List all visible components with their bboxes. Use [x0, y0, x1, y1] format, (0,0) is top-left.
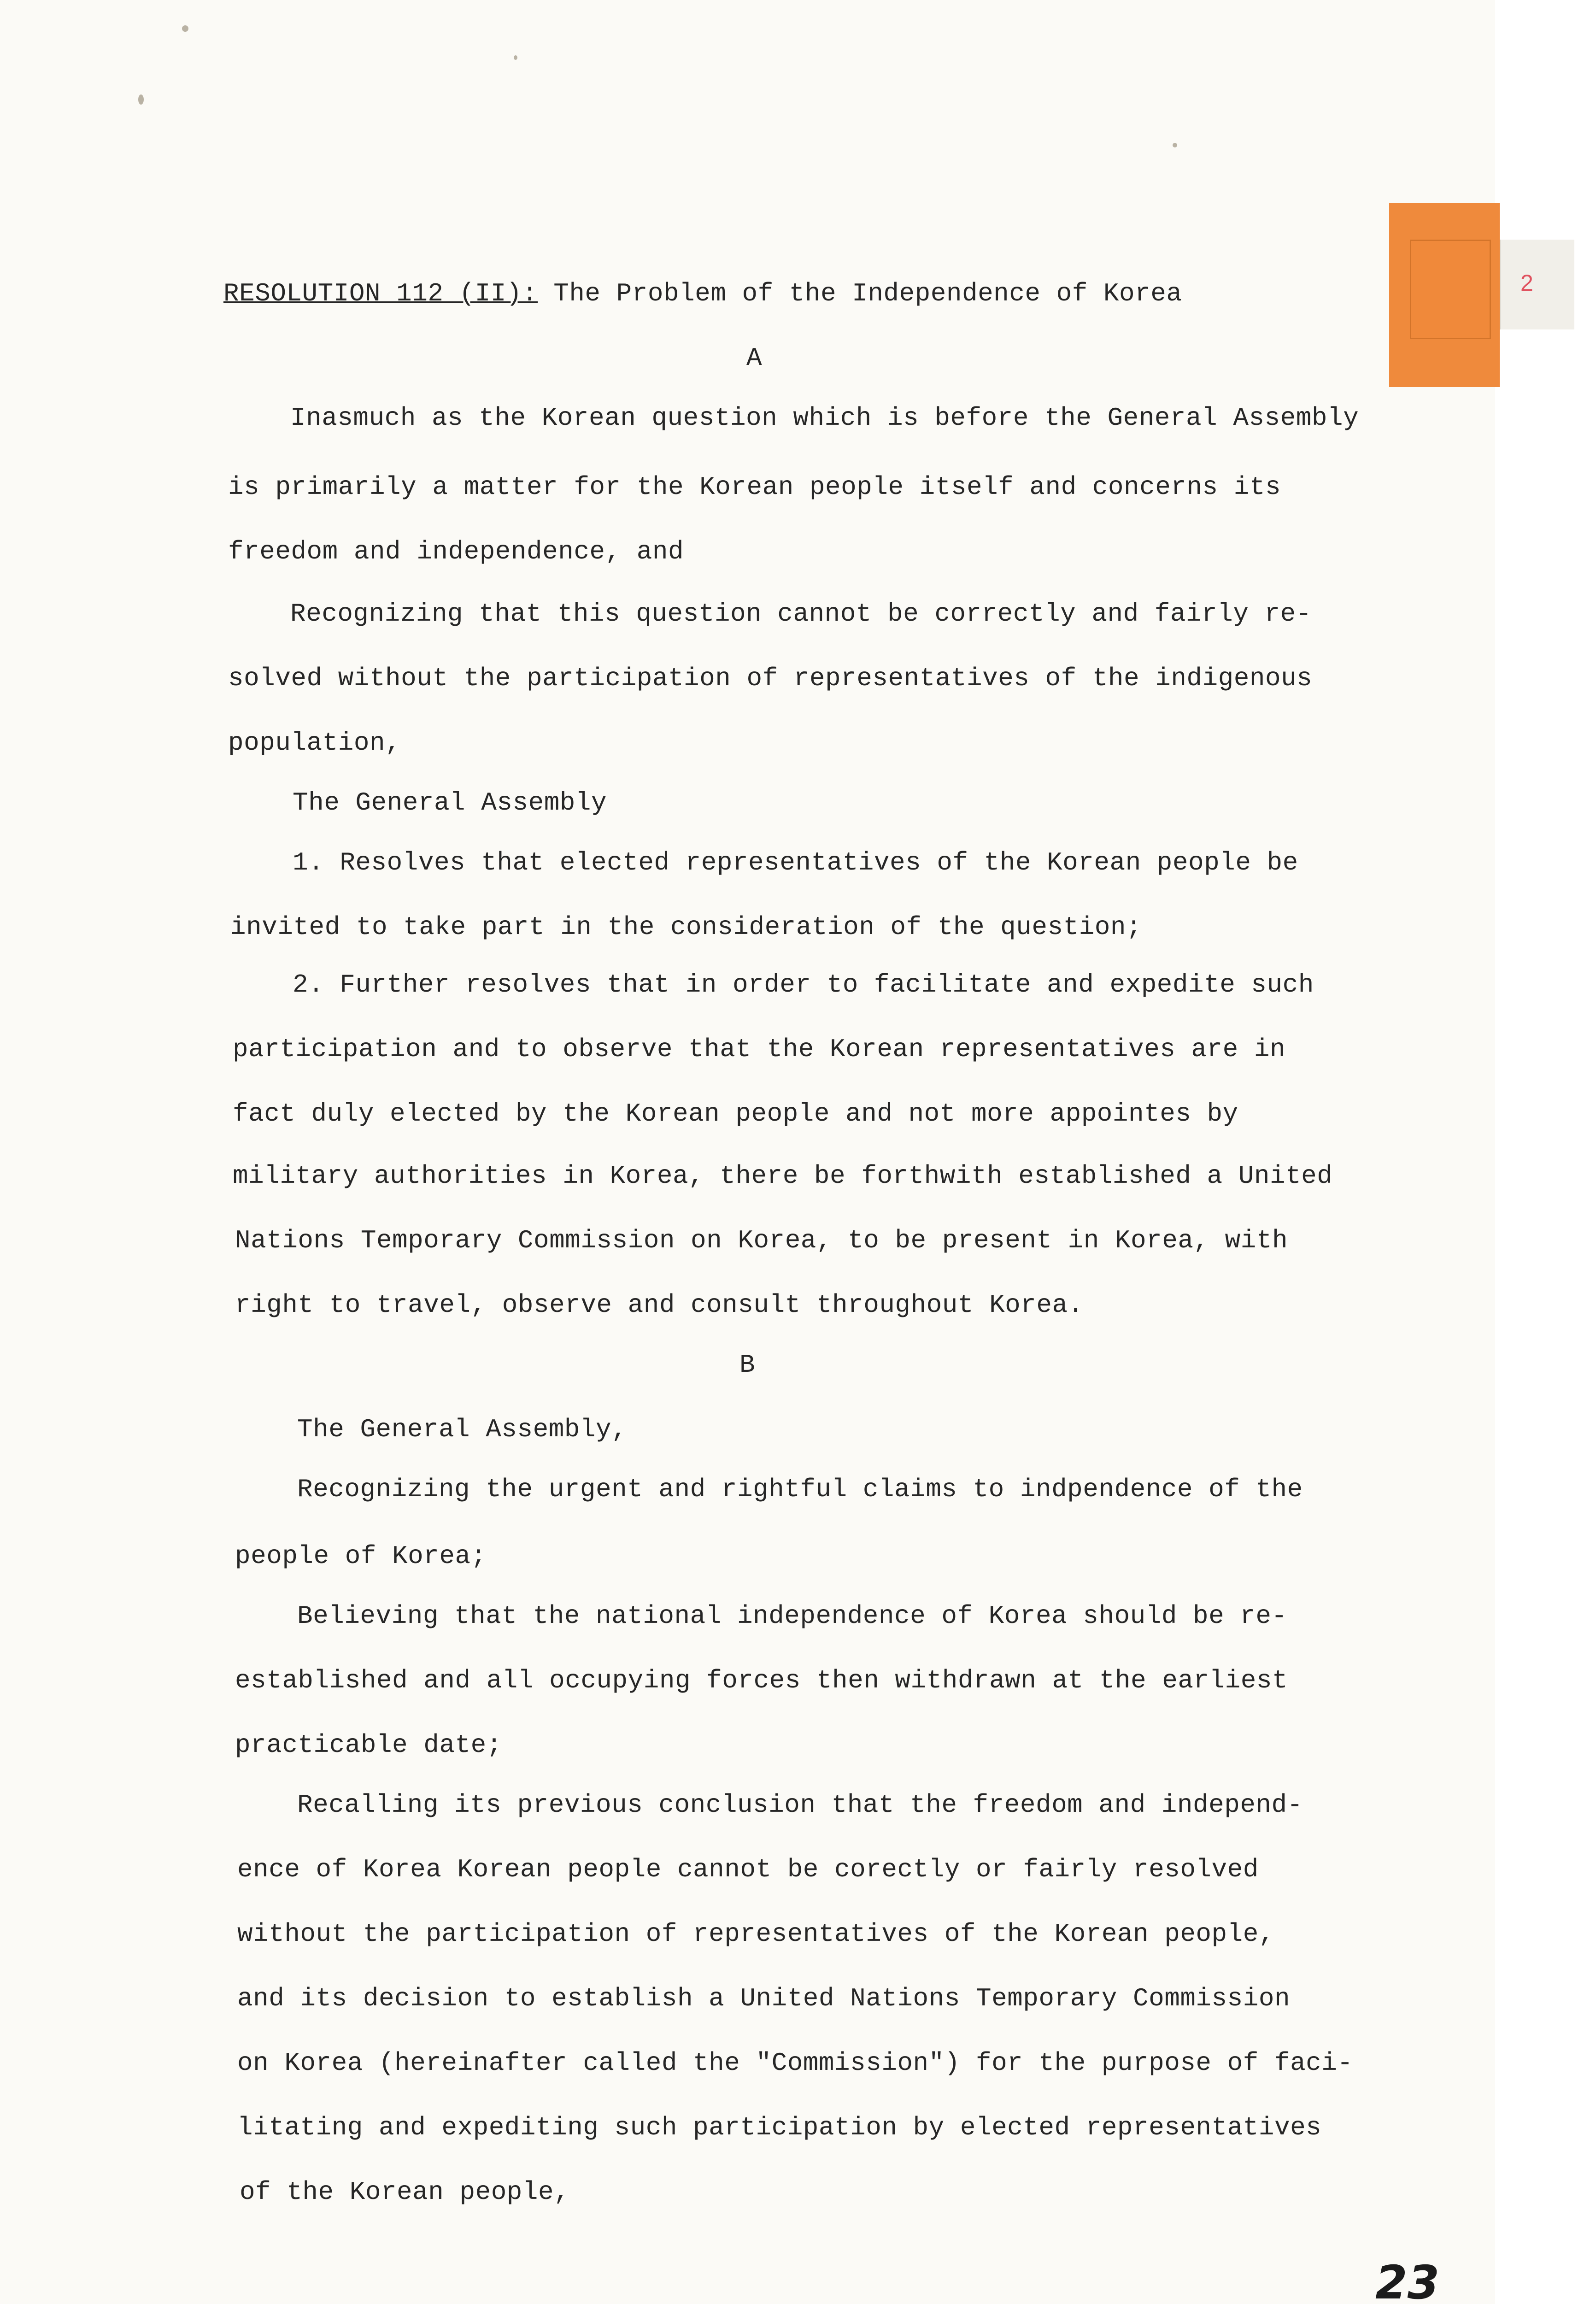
- paragraph-line: The General Assembly,: [297, 1415, 628, 1444]
- scan-margin: [1495, 0, 1596, 2304]
- paragraph-line: military authorities in Korea, there be forthwith established a United: [233, 1161, 1333, 1191]
- paragraph-line: right to travel, observe and consult throughout Korea.: [235, 1290, 1084, 1320]
- section-heading-b: B: [739, 1350, 756, 1380]
- page-number-tab: [1500, 240, 1574, 329]
- scan-speck: [182, 25, 188, 32]
- orange-tab-window: [1410, 240, 1491, 339]
- paragraph-line: of the Korean people,: [240, 2177, 570, 2207]
- paragraph-line: and its decision to establish a United Nations Temporary Commission: [237, 1984, 1291, 2013]
- paragraph-line: population,: [228, 728, 401, 758]
- paragraph-line: Believing that the national independence of Korea should be re-: [297, 1601, 1287, 1631]
- paragraph-line: fact duly elected by the Korean people and not more appointes by: [233, 1099, 1238, 1128]
- resolution-label: RESOLUTION 112 (II):: [223, 279, 538, 308]
- paragraph-line: Recalling its previous conclusion that the freedom and independ-: [297, 1790, 1303, 1820]
- paragraph-line: established and all occupying forces then withdrawn at the earliest: [235, 1666, 1288, 1695]
- paragraph-line: participation and to observe that the Korean representatives are in: [233, 1034, 1286, 1064]
- scan-speck: [514, 55, 517, 60]
- scan-speck: [138, 94, 144, 105]
- paragraph-line: on Korea (hereinafter called the "Commission") for the purpose of faci-: [237, 2048, 1353, 2078]
- paragraph-line: ence of Korea Korean people cannot be corectly or fairly resolved: [237, 1855, 1259, 1884]
- handwritten-page-number: 23: [1375, 2256, 1440, 2304]
- paragraph-line: 2. Further resolves that in order to facilitate and expedite such: [293, 970, 1314, 999]
- paragraph-line: solved without the participation of representatives of the indigenous: [228, 664, 1313, 693]
- resolution-heading: [223, 279, 1182, 308]
- paragraph-line: invited to take part in the consideration of the question;: [230, 912, 1142, 942]
- scan-speck: [1173, 143, 1177, 147]
- paragraph-line: Recognizing the urgent and rightful claims to indpendence of the: [297, 1475, 1303, 1504]
- paragraph-line: The General Assembly: [293, 788, 607, 817]
- paragraph-line: Inasmuch as the Korean question which is before the General Assembly: [290, 403, 1359, 433]
- paragraph-line: without the participation of representatives of the Korean people,: [237, 1919, 1274, 1949]
- paragraph-line: practicable date;: [235, 1730, 502, 1760]
- paragraph-line: people of Korea;: [235, 1541, 487, 1571]
- paragraph-line: is primarily a matter for the Korean people itself and concerns its: [228, 472, 1281, 502]
- tab-page-number: 2: [1520, 270, 1533, 296]
- paragraph-line: freedom and independence, and: [228, 537, 684, 566]
- paragraph-line: litating and expediting such participation by elected representatives: [237, 2113, 1322, 2142]
- paragraph-line: 1. Resolves that elected representatives of the Korean people be: [293, 848, 1298, 877]
- resolution-title: The Problem of the Independence of Korea: [553, 279, 1182, 308]
- paragraph-line: Recognizing that this question cannot be correctly and fairly re-: [290, 599, 1312, 629]
- section-heading-a: A: [746, 343, 763, 373]
- paragraph-line: Nations Temporary Commission on Korea, to be present in Korea, with: [235, 1226, 1288, 1255]
